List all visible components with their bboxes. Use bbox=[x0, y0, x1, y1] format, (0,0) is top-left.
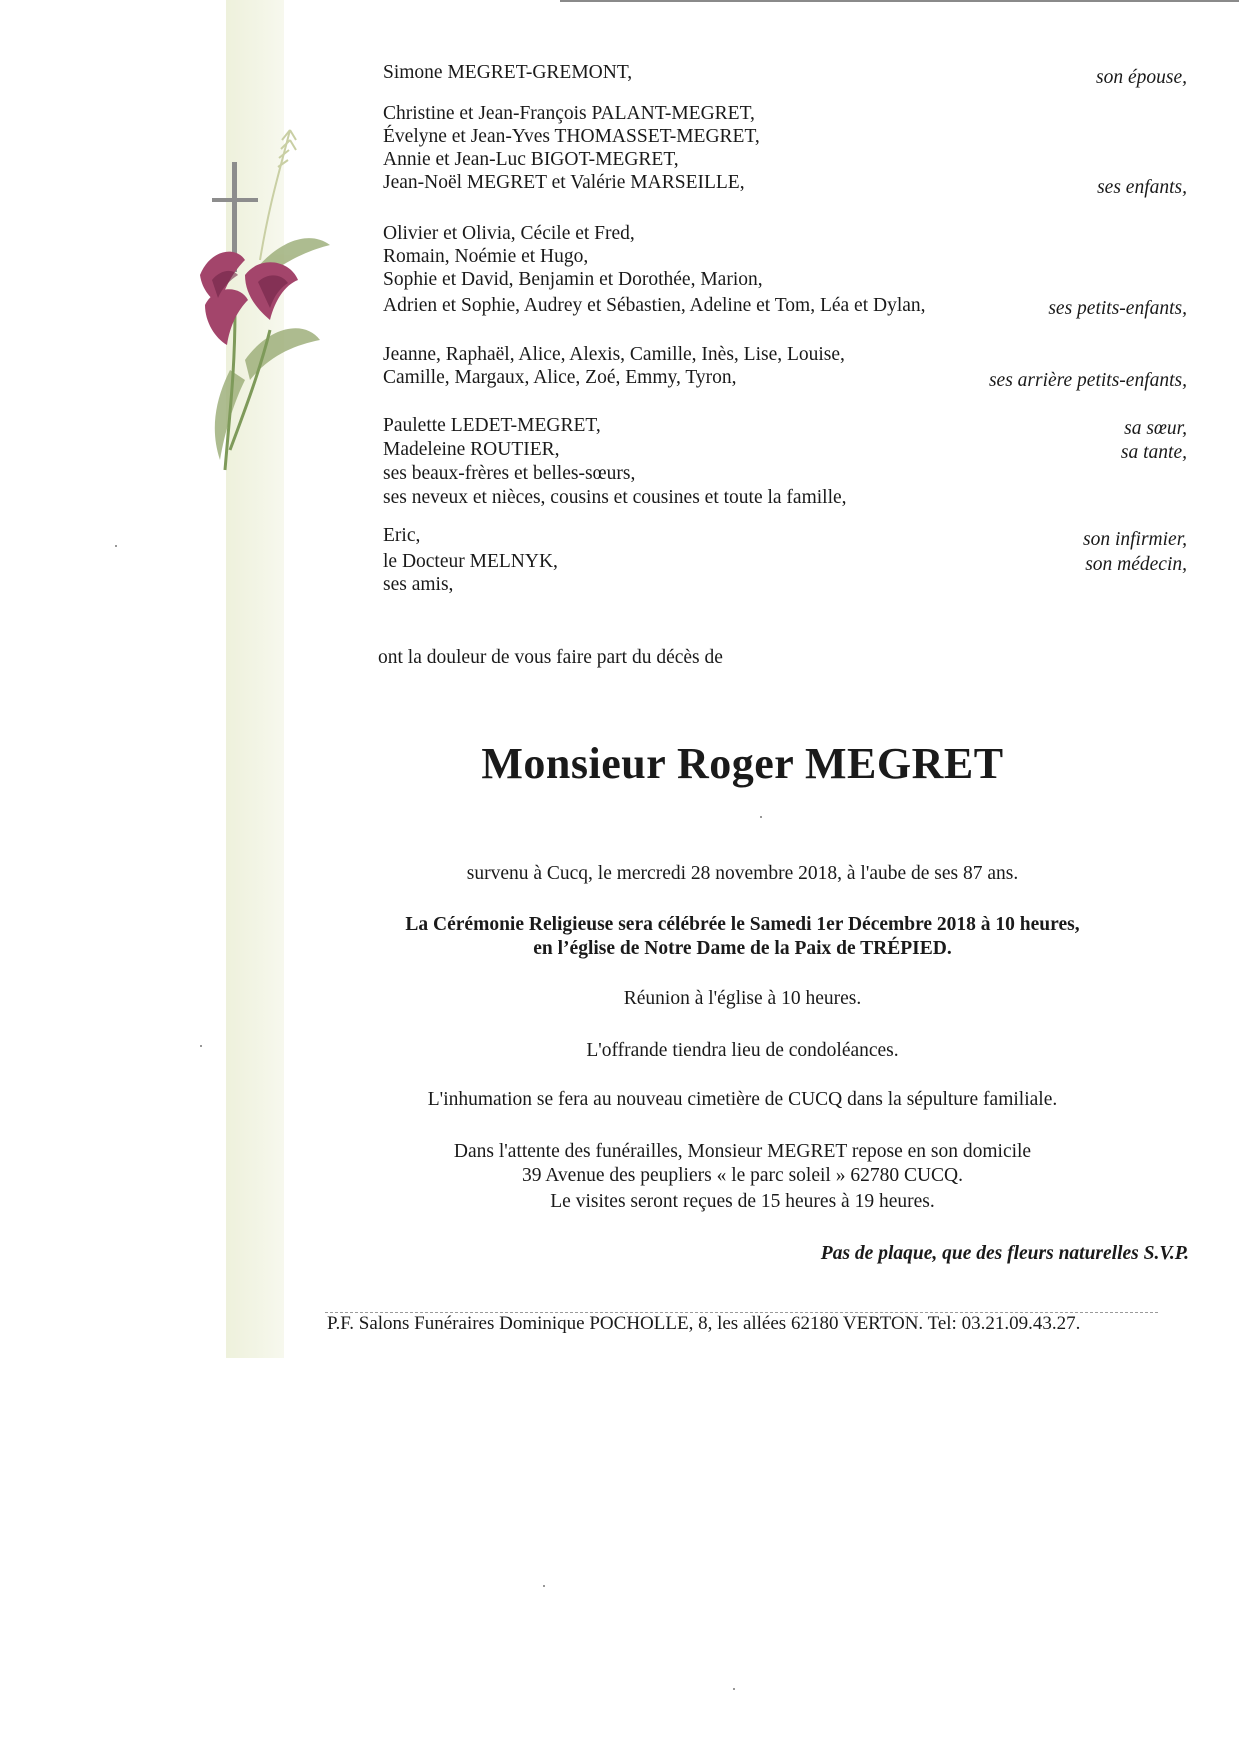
relation-label: ses arrière petits-enfants, bbox=[988, 370, 1187, 391]
relative-line: Madeleine ROUTIER, bbox=[383, 439, 560, 460]
relation-label: ses enfants, bbox=[1097, 177, 1187, 198]
friend-line: ses amis, bbox=[383, 574, 454, 595]
grandchild-line: Sophie et David, Benjamin et Dorothée, Marion, bbox=[383, 269, 763, 290]
ceremony-line: La Cérémonie Religieuse sera célébrée le Samedi 1er Décembre 2018 à 10 heures, bbox=[405, 914, 1080, 935]
visits-text: Le visites seront reçues de 15 heures à 19 heures. bbox=[550, 1191, 935, 1212]
relation-label: sa tante, bbox=[1120, 442, 1187, 463]
relative-line: ses beaux-frères et belles-sœurs, bbox=[383, 463, 636, 484]
spouse-name: Simone MEGRET-GREMONT, bbox=[383, 62, 633, 83]
announcement-text: ont la douleur de vous faire part du décès de bbox=[378, 647, 723, 668]
relation-label: son infirmier, bbox=[1082, 529, 1187, 550]
cross-and-lilies-illustration bbox=[190, 110, 370, 480]
scan-speck bbox=[200, 1045, 202, 1047]
child-line: Annie et Jean-Luc BIGOT-MEGRET, bbox=[383, 149, 679, 170]
deceased-name: Monsieur Roger MEGRET bbox=[481, 739, 1004, 788]
meeting-text: Réunion à l'église à 10 heures. bbox=[623, 988, 862, 1009]
top-border-line bbox=[560, 0, 1239, 2]
scan-speck bbox=[760, 816, 762, 818]
great-grandchild-line: Jeanne, Raphaël, Alice, Alexis, Camille, Inès, Lise, Louise, bbox=[383, 344, 845, 365]
child-line: Évelyne et Jean-Yves THOMASSET-MEGRET, bbox=[383, 126, 760, 147]
scan-speck bbox=[733, 1688, 735, 1690]
wheat-icon bbox=[260, 130, 296, 260]
offering-text: L'offrande tiendra lieu de condoléances. bbox=[586, 1040, 899, 1061]
friend-line: Eric, bbox=[383, 525, 421, 546]
stem-icon bbox=[225, 310, 270, 470]
scan-speck bbox=[115, 545, 117, 547]
scan-speck bbox=[543, 1585, 545, 1587]
relative-line: Paulette LEDET-MEGRET, bbox=[383, 415, 601, 436]
grandchild-line: Adrien et Sophie, Audrey et Sébastien, Adeline et Tom, Léa et Dylan, bbox=[383, 295, 926, 316]
funeral-home-footer: P.F. Salons Funéraires Dominique POCHOLLE, 8, les allées 62180 VERTON. Tel: 03.21.09.43.27. bbox=[327, 1313, 1081, 1334]
grandchild-line: Olivier et Olivia, Cécile et Fred, bbox=[383, 223, 635, 244]
great-grandchild-line: Camille, Margaux, Alice, Zoé, Emmy, Tyron, bbox=[383, 367, 737, 388]
relation-label: son médecin, bbox=[1085, 554, 1187, 575]
ceremony-location: en l’église de Notre Dame de la Paix de TRÉPIED. bbox=[533, 938, 952, 959]
child-line: Christine et Jean-François PALANT-MEGRET, bbox=[383, 103, 755, 124]
death-details: survenu à Cucq, le mercredi 28 novembre 2018, à l'aube de ses 87 ans. bbox=[466, 863, 1019, 884]
relation-label: sa sœur, bbox=[1124, 418, 1187, 439]
burial-text: L'inhumation se fera au nouveau cimetière de CUCQ dans la sépulture familiale. bbox=[427, 1089, 1058, 1110]
rest-line: Dans l'attente des funérailles, Monsieur MEGRET repose en son domicile bbox=[453, 1141, 1032, 1162]
relative-line: ses neveux et nièces, cousins et cousines et toute la famille, bbox=[383, 487, 847, 508]
friend-line: le Docteur MELNYK, bbox=[383, 551, 558, 572]
relation-label: ses petits-enfants, bbox=[1048, 298, 1187, 319]
rest-address: 39 Avenue des peupliers « le parc soleil » 62780 CUCQ. bbox=[521, 1165, 964, 1186]
grandchild-line: Romain, Noémie et Hugo, bbox=[383, 246, 589, 267]
relation-label: son épouse, bbox=[1096, 67, 1187, 88]
flowers-note: Pas de plaque, que des fleurs naturelles S.V.P. bbox=[820, 1243, 1189, 1264]
child-line: Jean-Noël MEGRET et Valérie MARSEILLE, bbox=[383, 172, 745, 193]
